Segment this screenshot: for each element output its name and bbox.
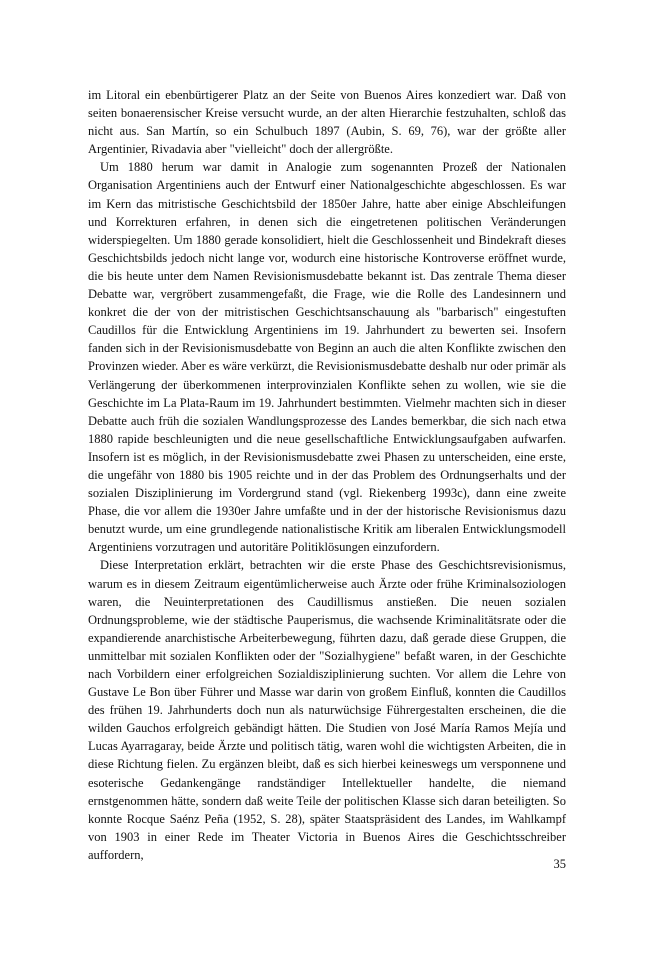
paragraph-continued: im Litoral ein ebenbürtigerer Platz an der Seite von Buenos Aires konzediert war. Daß von seiten bonaerensischer Kreise versucht wurde, an der alten Hierarchie festzuhalten, schloß das nicht aus. San Martín, so ein Schulbuch 1897 (Aubin, S. 69, 76), war der größte aller Argentinier, Rivadavia aber "vielleicht" doch der allergrößte. — [88, 88, 566, 157]
page-body — [88, 86, 566, 864]
paragraph-interpretation: Diese Interpretation erklärt, betrachten wir die erste Phase des Geschichtsrevisionismus, warum es in diesem Zeitraum eigentümlicherweise auch Ärzte oder frühe Kriminalsoziologen waren, die Neuinterpretationen des Caudillismus anstießen. Die neuen sozialen Ordnungsprobleme, wie der städtische Pauperismus, die wachsende Kriminalitätsrate oder die expandierende anarchistische Arbeiterbewegung, führten dazu, daß gerade diese Gruppen, die unmittelbar mit sozialen Konflikten oder der "Sozialhygiene" befaßt waren, in der Geschichte nach Vorbildern einer erfolgreichen Sozialdisziplinierung suchten. Vor allem die Lehre von Gustave Le Bon über Führer und Masse war darin von großem Einfluß, konnten die Caudillos des frühen 19. Jahrhunderts doch nun als naturwüchsige Führergestalten erscheinen, die die wilden Gauchos erfolgreich gebändigt hätten. Die Studien von José María Ramos Mejía und Lucas Ayarragaray, beide Ärzte und politisch tätig, waren wohl die wichtigsten Arbeiten, die in diese Richtung fielen. Zu ergänzen bleibt, daß es sich hierbei keineswegs um versponnene und esoterische Gedankengänge randständiger Intellektueller handelte, die niemand ernstgenommen hätte, sondern daß weite Teile der politischen Klasse sich daran beteiligten. So konnte Rocque Saénz Peña (1952, S. 28), später Staatspräsident des Landes, im Wahlkampf von 1903 in einer Rede im Theater Victoria in Buenos Aires die Geschichtsschreiber auffordern, — [88, 558, 566, 862]
page-number: 35 — [553, 857, 566, 871]
paragraph-revisionism-debate: Um 1880 herum war damit in Analogie zum sogenannten Prozeß der Nationalen Organisation Argentiniens auch der Entwurf einer Nationalgeschichte abgeschlossen. Es war im Kern das mitristische Geschichtsbild der 1850er Jahre, hatte aber einige Abschleifungen und Korrekturen erfahren, in denen sich die eingetretenen politischen Veränderungen widerspiegelten. Um 1880 gerade konsolidiert, hielt die Geschlossenheit und Bindekraft dieses Geschichtsbilds jedoch nicht lange vor, wodurch eine historische Kontroverse eröffnet wurde, die bis heute unter dem Namen Revisionismusdebatte bekannt ist. Das zentrale Thema dieser Debatte war, vergröbert zusammengefaßt, die Frage, wie die Rolle des Landesinnern und konkret die der von der mitristischen Geschichtsanschauung als "barbarisch" eingestuften Caudillos für die Entwicklung Argentiniens im 19. Jahrhundert zu bewerten sei. Insofern fanden sich in der Revisionismusdebatte von Beginn an auch die alten Konflikte zwischen den Provinzen wieder. Aber es wäre verkürzt, die Revisionismusdebatte deshalb nur oder primär als Verlängerung der überkommenen interprovinzialen Konflikte sehen zu wollen, wie sie die Geschichte im La Plata-Raum im 19. Jahrhundert bestimmten. Vielmehr machten sich in dieser Debatte auch früh die sozialen Wandlungsprozesse des Landes bemerkbar, die sich nach etwa 1880 rapide beschleunigten und die neue gesellschaftliche Entwicklungsaufgaben aufwarfen. Insofern ist es möglich, in der Revisionismusdebatte zwei Phasen zu unterscheiden, eine erste, die ungefähr von 1880 bis 1905 reichte und in der das Problem des Ordnungserhalts und der sozialen Disziplinierung im Vordergrund stand (vgl. Riekenberg 1993c), dann eine zweite Phase, die vor allem die 1930er Jahre umfaßte und in der der historische Revisionismus dazu benutzt wurde, um eine grundlegende nationalistische Kritik am liberalen Entwicklungsmodell Argentiniens vorzutragen und autoritäre Politiklösungen einzufordern. — [88, 160, 566, 555]
